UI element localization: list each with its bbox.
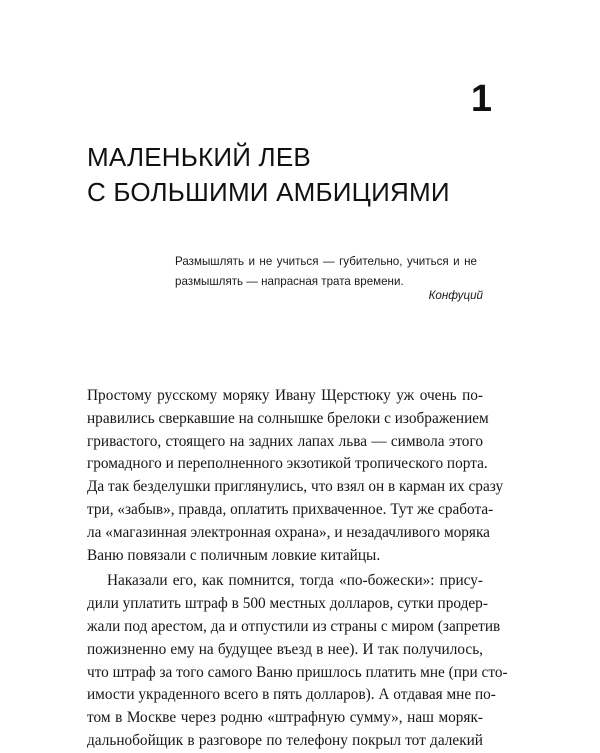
chapter-title-line-2: С БОЛЬШИМИ АМБИЦИЯМИ: [87, 177, 450, 207]
paragraph-1: [87, 385, 504, 567]
text-line: имости украденного всего в пять долларов). А отдавая мне по-: [87, 686, 496, 704]
text-line: нравились сверкавшие на солнышке брелоки с изображением: [87, 409, 489, 427]
paragraph-2: [87, 570, 508, 752]
text-line: пожизненно ему на будущее въезд в нее). И так получилось,: [87, 640, 483, 658]
text-line: Да так безделушки приглянулись, что взял он в карман их сразу: [87, 478, 504, 496]
text-line: дальнобойщик в разговоре по телефону покрыл тот далекий: [87, 731, 483, 749]
text-line: три, «забыв», правда, оплатить прихваченное. Тут же сработа-: [87, 500, 494, 518]
body-text: [87, 385, 508, 753]
text-line: громадного и переполненного экзотикой тропического порта.: [87, 455, 488, 473]
chapter-title: [87, 140, 507, 210]
chapter-number: 1: [470, 78, 492, 120]
text-line: что штраф за того самого Ваню пришлось платить мне (при сто-: [87, 663, 508, 681]
epigraph-author: Конфуций: [428, 289, 483, 302]
chapter-title-line-1: МАЛЕНЬКИЙ ЛЕВ: [87, 142, 311, 172]
text-line: ла «магазинная электронная охрана», и незадачливого моряка: [87, 523, 490, 541]
text-line: Наказали его, как помнится, тогда «по-божески»: прису-: [107, 572, 483, 590]
text-line: дили уплатить штраф в 500 местных долларов, сутки продер-: [87, 595, 488, 613]
text-line: Простому русскому моряку Ивану Щерстюку уж очень по-: [87, 387, 483, 404]
text-line: жали под арестом, да и отпустили из страны с миром (запретив: [87, 617, 501, 635]
text-line: том в Москве через родню «штрафную сумму», наш моряк-: [87, 709, 483, 727]
epigraph-text: Размышлять и не учиться — губительно, учиться и не размышлять — напрасная трата времени.: [175, 255, 477, 288]
text-line: гривастого, стоящего на задних лапах льва — символа этого: [87, 432, 483, 450]
text-line: Ваню повязали с поличным ловкие китайцы.: [87, 546, 381, 564]
